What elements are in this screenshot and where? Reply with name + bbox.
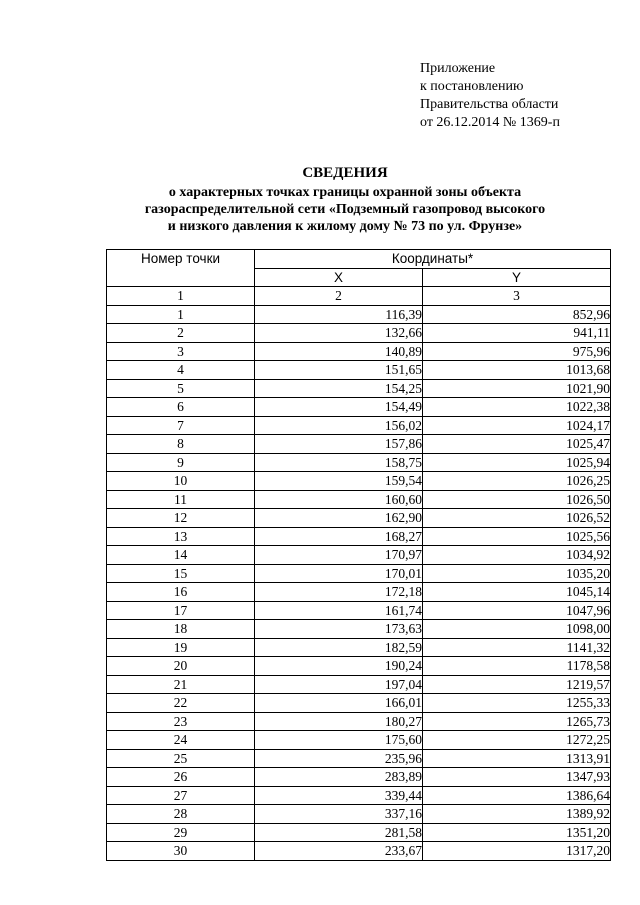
table-row [107, 324, 611, 343]
x-coordinate-cell: 190,24 [255, 657, 423, 676]
point-number-cell: 26 [107, 768, 255, 787]
point-number-cell: 24 [107, 731, 255, 750]
appendix-line: к постановлению [420, 79, 524, 94]
table-row [107, 805, 611, 824]
point-number-cell: 11 [107, 490, 255, 509]
x-coordinate-cell: 197,04 [255, 675, 423, 694]
table-row [107, 842, 611, 861]
point-number-cell: 28 [107, 805, 255, 824]
x-coordinate-cell: 162,90 [255, 509, 423, 528]
x-coordinate-cell: 156,02 [255, 416, 423, 435]
table-row [107, 490, 611, 509]
table-row [107, 786, 611, 805]
point-number-cell: 16 [107, 583, 255, 602]
point-number-cell: 19 [107, 638, 255, 657]
point-number-cell: 25 [107, 749, 255, 768]
y-coordinate-cell: 1265,73 [423, 712, 611, 731]
x-coordinate-cell: 283,89 [255, 768, 423, 787]
point-number-cell: 1 [107, 305, 255, 324]
y-coordinate-cell: 975,96 [423, 342, 611, 361]
x-coordinate-cell: 161,74 [255, 601, 423, 620]
table-row [107, 583, 611, 602]
x-coordinate-cell: 182,59 [255, 638, 423, 657]
table-row [107, 675, 611, 694]
column-number: 2 [255, 287, 423, 306]
table-row [107, 749, 611, 768]
header-x: X [255, 268, 423, 287]
appendix-line: Приложение [420, 61, 496, 76]
y-coordinate-cell: 1386,64 [423, 786, 611, 805]
table-row [107, 601, 611, 620]
table-row [107, 435, 611, 454]
point-number-cell: 15 [107, 564, 255, 583]
x-coordinate-cell: 160,60 [255, 490, 423, 509]
x-coordinate-cell: 157,86 [255, 435, 423, 454]
header-point-number: Номер точки [107, 250, 255, 287]
y-coordinate-cell: 1389,92 [423, 805, 611, 824]
column-number: 1 [107, 287, 255, 306]
point-number-cell: 7 [107, 416, 255, 435]
x-coordinate-cell: 170,97 [255, 546, 423, 565]
point-number-cell: 17 [107, 601, 255, 620]
y-coordinate-cell: 1351,20 [423, 823, 611, 842]
point-number-cell: 10 [107, 472, 255, 491]
x-coordinate-cell: 158,75 [255, 453, 423, 472]
title-main: СВЕДЕНИЯ [302, 165, 388, 181]
header-y: Y [423, 268, 611, 287]
table-row [107, 305, 611, 324]
title-line: о характерных точках границы охранной зоны объекта [168, 185, 522, 200]
y-coordinate-cell: 1219,57 [423, 675, 611, 694]
coordinates-table [106, 249, 611, 861]
y-coordinate-cell: 1035,20 [423, 564, 611, 583]
table-row [107, 620, 611, 639]
table-row [107, 657, 611, 676]
x-coordinate-cell: 166,01 [255, 694, 423, 713]
point-number-cell: 3 [107, 342, 255, 361]
point-number-cell: 30 [107, 842, 255, 861]
x-coordinate-cell: 154,25 [255, 379, 423, 398]
table-row [107, 638, 611, 657]
table-row [107, 361, 611, 380]
table-row [107, 712, 611, 731]
title-line: газораспределительной сети «Подземный газопровод высокого [144, 202, 546, 217]
x-coordinate-cell: 154,49 [255, 398, 423, 417]
y-coordinate-cell: 1026,50 [423, 490, 611, 509]
table-body [107, 305, 611, 860]
x-coordinate-cell: 180,27 [255, 712, 423, 731]
table-row [107, 527, 611, 546]
table-row [107, 509, 611, 528]
point-number-cell: 21 [107, 675, 255, 694]
y-coordinate-cell: 1013,68 [423, 361, 611, 380]
y-coordinate-cell: 1034,92 [423, 546, 611, 565]
x-coordinate-cell: 132,66 [255, 324, 423, 343]
y-coordinate-cell: 1047,96 [423, 601, 611, 620]
x-coordinate-cell: 168,27 [255, 527, 423, 546]
x-coordinate-cell: 339,44 [255, 786, 423, 805]
point-number-cell: 27 [107, 786, 255, 805]
y-coordinate-cell: 1141,32 [423, 638, 611, 657]
x-coordinate-cell: 170,01 [255, 564, 423, 583]
point-number-cell: 6 [107, 398, 255, 417]
y-coordinate-cell: 1026,25 [423, 472, 611, 491]
y-coordinate-cell: 1025,94 [423, 453, 611, 472]
table-row [107, 768, 611, 787]
table-row [107, 694, 611, 713]
point-number-cell: 12 [107, 509, 255, 528]
table-row [107, 342, 611, 361]
y-coordinate-cell: 1026,52 [423, 509, 611, 528]
x-coordinate-cell: 140,89 [255, 342, 423, 361]
table-row [107, 546, 611, 565]
y-coordinate-cell: 1178,58 [423, 657, 611, 676]
point-number-cell: 18 [107, 620, 255, 639]
y-coordinate-cell: 1255,33 [423, 694, 611, 713]
point-number-cell: 13 [107, 527, 255, 546]
appendix-header [420, 60, 560, 132]
point-number-cell: 5 [107, 379, 255, 398]
column-number: 3 [423, 287, 611, 306]
y-coordinate-cell: 1313,91 [423, 749, 611, 768]
appendix-line: от 26.12.2014 № 1369-п [420, 115, 560, 130]
x-coordinate-cell: 151,65 [255, 361, 423, 380]
point-number-cell: 8 [107, 435, 255, 454]
point-number-cell: 29 [107, 823, 255, 842]
y-coordinate-cell: 852,96 [423, 305, 611, 324]
x-coordinate-cell: 116,39 [255, 305, 423, 324]
table-row [107, 823, 611, 842]
x-coordinate-cell: 159,54 [255, 472, 423, 491]
table-row [107, 416, 611, 435]
y-coordinate-cell: 941,11 [423, 324, 611, 343]
point-number-cell: 23 [107, 712, 255, 731]
y-coordinate-cell: 1021,90 [423, 379, 611, 398]
x-coordinate-cell: 175,60 [255, 731, 423, 750]
point-number-cell: 20 [107, 657, 255, 676]
x-coordinate-cell: 233,67 [255, 842, 423, 861]
y-coordinate-cell: 1317,20 [423, 842, 611, 861]
title-line: и низкого давления к жилому дому № 73 по ул. Фрунзе» [167, 219, 523, 234]
y-coordinate-cell: 1347,93 [423, 768, 611, 787]
y-coordinate-cell: 1024,17 [423, 416, 611, 435]
point-number-cell: 9 [107, 453, 255, 472]
header-coordinates: Координаты* [255, 250, 611, 269]
x-coordinate-cell: 235,96 [255, 749, 423, 768]
y-coordinate-cell: 1022,38 [423, 398, 611, 417]
y-coordinate-cell: 1045,14 [423, 583, 611, 602]
y-coordinate-cell: 1025,56 [423, 527, 611, 546]
table-row [107, 472, 611, 491]
table-row [107, 453, 611, 472]
table-row [107, 731, 611, 750]
appendix-line: Правительства области [420, 97, 559, 112]
x-coordinate-cell: 281,58 [255, 823, 423, 842]
point-number-cell: 4 [107, 361, 255, 380]
table-row [107, 379, 611, 398]
point-number-cell: 14 [107, 546, 255, 565]
y-coordinate-cell: 1025,47 [423, 435, 611, 454]
y-coordinate-cell: 1272,25 [423, 731, 611, 750]
point-number-cell: 22 [107, 694, 255, 713]
document-title [25, 165, 640, 235]
x-coordinate-cell: 337,16 [255, 805, 423, 824]
x-coordinate-cell: 172,18 [255, 583, 423, 602]
y-coordinate-cell: 1098,00 [423, 620, 611, 639]
table-row [107, 398, 611, 417]
x-coordinate-cell: 173,63 [255, 620, 423, 639]
table-row [107, 564, 611, 583]
point-number-cell: 2 [107, 324, 255, 343]
